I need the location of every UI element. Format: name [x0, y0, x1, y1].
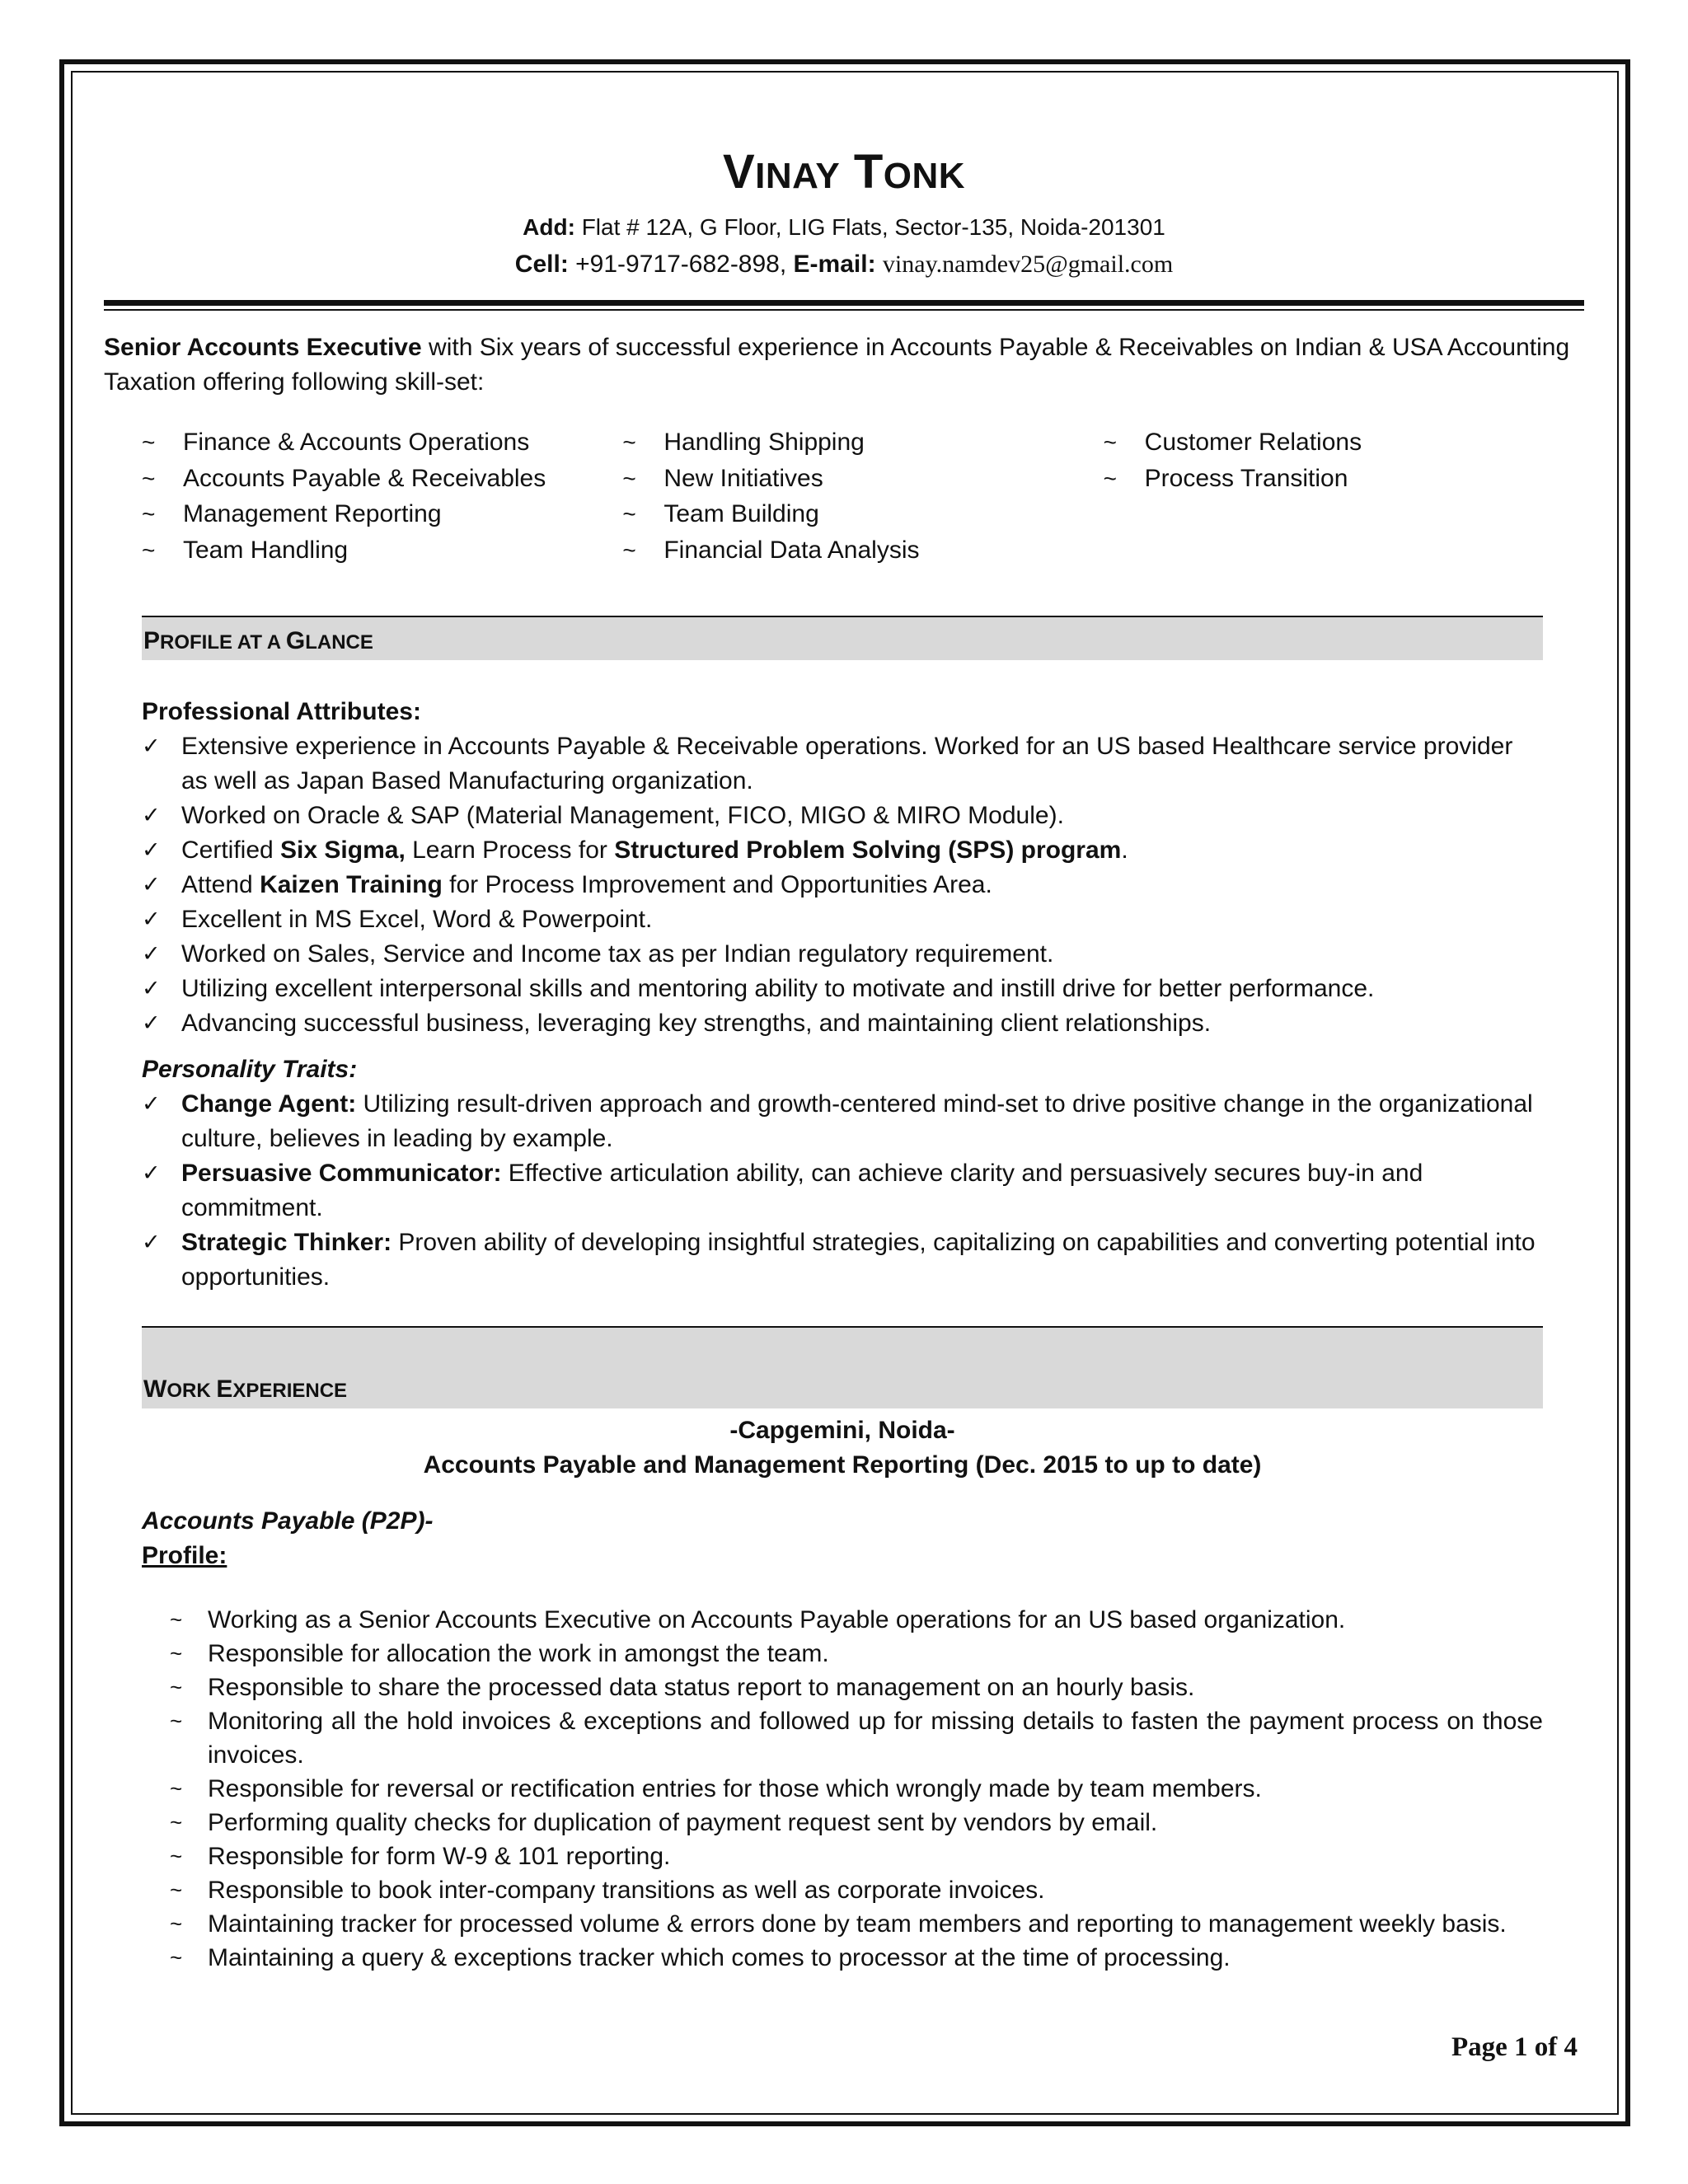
job-role: Accounts Payable and Management Reporting (Dec. 2015 to up to date)	[423, 1451, 1262, 1479]
list-item: ✓ Worked on Oracle & SAP (Material Management, FICO, MIGO & MIRO Module).	[142, 799, 1543, 833]
tilde-bullet-icon: ~	[142, 501, 156, 527]
sub-role-title: Accounts Payable (P2P)-	[142, 1507, 434, 1535]
list-item: ✓ Extensive experience in Accounts Payable & Receivable operations. Worked for an US based Healthcare service provider as well as Japan Based Manufacturing organization.	[142, 729, 1543, 799]
tilde-bullet-icon: ~	[170, 1607, 183, 1632]
contact-line	[104, 252, 1584, 277]
tilde-bullet-icon: ~	[170, 1877, 183, 1902]
profile-block	[142, 695, 1543, 1295]
tilde-bullet-icon: ~	[170, 1844, 183, 1868]
cell-value: +91-9717-682-898,	[575, 251, 787, 278]
tilde-bullet-icon: ~	[170, 1641, 183, 1666]
check-icon: ✓	[142, 1160, 161, 1186]
check-icon: ✓	[142, 803, 161, 828]
check-icon: ✓	[142, 1091, 161, 1117]
check-icon: ✓	[142, 941, 161, 967]
tilde-bullet-icon: ~	[170, 1810, 183, 1835]
list-item: ~ Maintaining a query & exceptions tracker which comes to processor at the time of processing.	[170, 1941, 1543, 1975]
section-heading-work-experience: WORK EXPERIENCE	[142, 1326, 1543, 1408]
skill-item: ~ Handling Shipping	[622, 424, 1103, 461]
company-name: -Capgemini, Noida-	[729, 1417, 955, 1444]
list-item: ~ Responsible for reversal or rectification entries for those which wrongly made by team members.	[170, 1772, 1543, 1806]
skill-item: ~ Management Reporting	[142, 496, 622, 532]
skill-item: ~ Team Building	[622, 496, 1103, 532]
list-item: ✓ Excellent in MS Excel, Word & Powerpoint.	[142, 902, 1543, 937]
skill-item: ~ Financial Data Analysis	[622, 532, 1103, 569]
list-item: ~ Responsible to book inter-company transitions as well as corporate invoices.	[170, 1873, 1543, 1907]
skill-item: ~ Team Handling	[142, 532, 622, 569]
skill-item: ~ Accounts Payable & Receivables	[142, 461, 622, 497]
check-icon: ✓	[142, 907, 161, 932]
check-icon: ✓	[142, 733, 161, 759]
list-item: ✓ Certified Six Sigma, Learn Process for Structured Problem Solving (SPS) program.	[142, 833, 1543, 868]
tilde-bullet-icon: ~	[170, 1675, 183, 1699]
tilde-bullet-icon: ~	[142, 537, 156, 563]
summary-paragraph: Senior Accounts Executive with Six years of successful experience in Accounts Payable & Receivables on Indian & USA Accounting Taxation offering following skill-set:	[104, 334, 1570, 396]
list-item: ✓ Utilizing excellent interpersonal skills and mentoring ability to motivate and instill drive for better performance.	[142, 972, 1543, 1006]
address-value: Flat # 12A, G Floor, LIG Flats, Sector-135, Noida-201301	[581, 214, 1165, 240]
tilde-bullet-icon: ~	[170, 1708, 183, 1733]
address-label: Add:	[523, 214, 575, 240]
work-block	[142, 1413, 1543, 1975]
list-item: ✓ Strategic Thinker: Proven ability of developing insightful strategies, capitalizing on capabilities and converting potential into opportunities.	[142, 1226, 1543, 1295]
duties-list	[142, 1603, 1543, 1975]
tilde-bullet-icon: ~	[170, 1945, 183, 1970]
cell-label: Cell:	[514, 251, 569, 278]
tilde-bullet-icon: ~	[142, 429, 156, 455]
attributes-list	[142, 729, 1543, 1041]
list-item: ✓ Advancing successful business, leveraging key strengths, and maintaining client relationships.	[142, 1006, 1543, 1041]
skills-grid	[104, 424, 1584, 568]
tilde-bullet-icon: ~	[170, 1776, 183, 1801]
check-icon: ✓	[142, 837, 161, 863]
professional-attributes-title: Professional Attributes:	[142, 698, 421, 725]
candidate-name: VINAY TONK	[722, 145, 966, 199]
page-number: Page 1 of 4	[1451, 2032, 1578, 2062]
tilde-bullet-icon: ~	[622, 465, 636, 491]
tilde-bullet-icon: ~	[170, 1911, 183, 1936]
personality-traits-title: Personality Traits:	[142, 1056, 358, 1083]
skill-item: ~ Finance & Accounts Operations	[142, 424, 622, 461]
profile-label: Profile:	[142, 1542, 227, 1569]
tilde-bullet-icon: ~	[1103, 465, 1118, 491]
check-icon: ✓	[142, 1010, 161, 1036]
check-icon: ✓	[142, 872, 161, 898]
check-icon: ✓	[142, 976, 161, 1001]
resume-page	[104, 145, 1584, 1975]
list-item: ~ Monitoring all the hold invoices & exceptions and followed up for missing details to fasten the payment process on those invoices.	[170, 1704, 1543, 1772]
list-item: ~ Responsible for form W-9 & 101 reporting.	[170, 1840, 1543, 1873]
skills-column-2	[622, 424, 1103, 568]
list-item: ~ Performing quality checks for duplication of payment request sent by vendors by email.	[170, 1806, 1543, 1840]
header-divider-thick	[104, 300, 1584, 306]
tilde-bullet-icon: ~	[622, 501, 636, 527]
header-divider-thin	[104, 309, 1584, 311]
tilde-bullet-icon: ~	[622, 537, 636, 563]
list-item: ~ Maintaining tracker for processed volume & errors done by team members and reporting to management weekly basis.	[170, 1907, 1543, 1941]
section-heading-profile: PROFILE AT A GLANCE	[142, 616, 1543, 660]
skill-item: ~ New Initiatives	[622, 461, 1103, 497]
list-item: ~ Working as a Senior Accounts Executive on Accounts Payable operations for an US based organization.	[170, 1603, 1543, 1637]
list-item: ✓ Attend Kaizen Training for Process Improvement and Opportunities Area.	[142, 868, 1543, 902]
list-item: ✓ Persuasive Communicator: Effective articulation ability, can achieve clarity and persuasively secures buy-in and commitment.	[142, 1156, 1543, 1226]
list-item: ✓ Change Agent: Utilizing result-driven approach and growth-centered mind-set to drive positive change in the organizational culture, believes in leading by example.	[142, 1087, 1543, 1156]
skill-item: ~ Customer Relations	[1104, 424, 1584, 461]
address-line	[104, 216, 1584, 239]
email-value: vinay.namdev25@gmail.com	[882, 251, 1174, 278]
skill-item: ~ Process Transition	[1104, 461, 1584, 497]
skills-column-1	[142, 424, 622, 568]
traits-list	[142, 1087, 1543, 1295]
list-item: ~ Responsible to share the processed data status report to management on an hourly basis.	[170, 1671, 1543, 1704]
list-item: ~ Responsible for allocation the work in amongst the team.	[170, 1637, 1543, 1671]
tilde-bullet-icon: ~	[1103, 429, 1118, 455]
list-item: ✓ Worked on Sales, Service and Income tax as per Indian regulatory requirement.	[142, 937, 1543, 972]
check-icon: ✓	[142, 1230, 161, 1255]
tilde-bullet-icon: ~	[142, 465, 156, 491]
tilde-bullet-icon: ~	[622, 429, 636, 455]
email-label: E-mail:	[793, 251, 876, 278]
skills-column-3	[1104, 424, 1584, 568]
